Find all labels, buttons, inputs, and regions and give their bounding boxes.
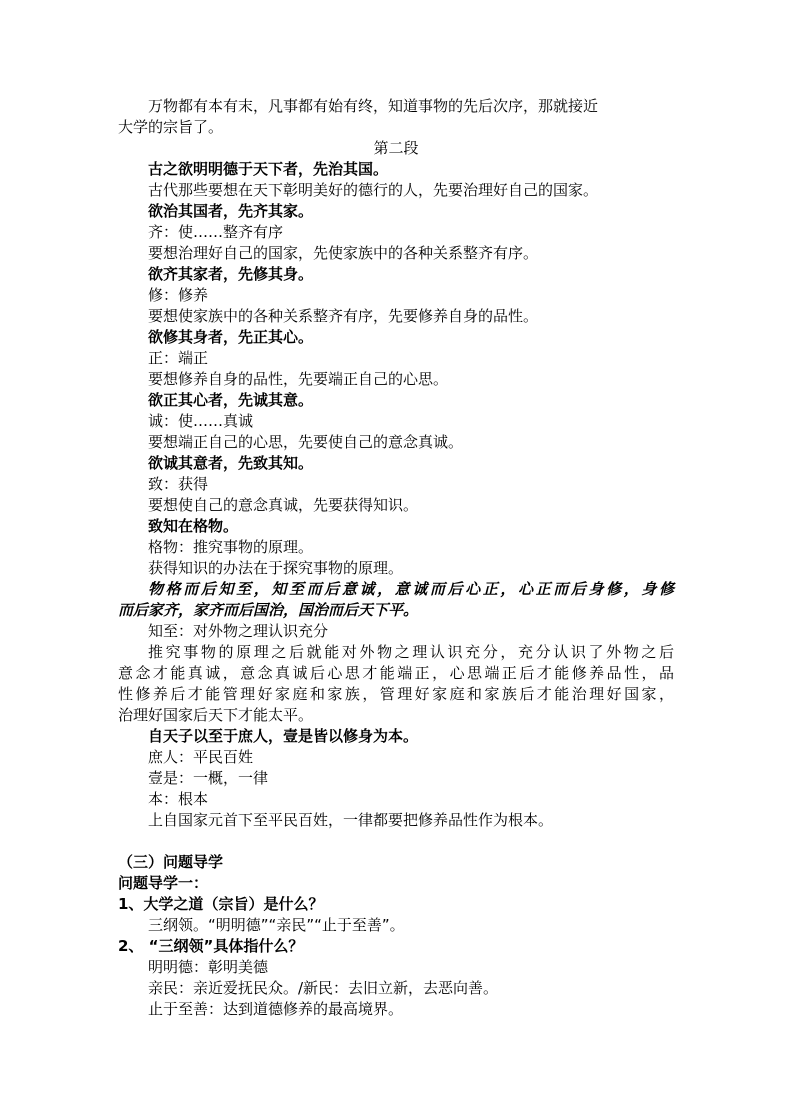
answer-text: 明明德：彰明美德 <box>148 958 269 976</box>
translation-text: 意念才能真诚，意念真诚后心思才能端正，心思端正后才能修养品性，品 <box>118 664 674 682</box>
annotation-text: 格物：推究事物的原理。 <box>148 538 314 556</box>
blank-line <box>118 831 674 852</box>
question-text: 1、大学之道（宗旨）是什么？ <box>118 895 324 913</box>
annotation-text: 齐：使……整齐有序 <box>148 223 284 241</box>
answer-text: 止于至善：达到道德修养的最高境界。 <box>148 1000 404 1018</box>
annotation-text: 诚：使……真诚 <box>148 412 254 430</box>
translation-text: 要想端正自己的心思，先要使自己的意念真诚。 <box>148 433 464 451</box>
translation-text: 性修养后才能管理好家庭和家族，管理好家庭和家族后才能治理好国家， <box>118 685 674 703</box>
annotation-text: 壹是：一概，一律 <box>148 769 269 787</box>
subsection-heading: 问题导学一： <box>118 874 209 892</box>
translation-text: 要想修养自身的品性，先要端正自己的心思。 <box>148 370 449 388</box>
original-text: 而后家齐，家齐而后国治，国治而后天下平。 <box>118 601 419 619</box>
section-title: 第二段 <box>373 139 419 157</box>
translation-text: 要想使自己的意念真诚，先要获得知识。 <box>148 496 419 514</box>
translation-text: 治理好国家后天下才能太平。 <box>118 706 314 724</box>
original-text: 物格而后知至，知至而后意诚，意诚而后心正，心正而后身修，身修 <box>148 580 674 598</box>
annotation-text: 知至：对外物之理认识充分 <box>148 622 329 640</box>
translation-text: 要想使家族中的各种关系整齐有序，先要修养自身的品性。 <box>148 307 539 325</box>
answer-text: 亲民：亲近爱抚民众。/新民：去旧立新，去恶向善。 <box>148 979 499 997</box>
annotation-text: 庶人：平民百姓 <box>148 748 254 766</box>
annotation-text: 正：端正 <box>148 349 209 367</box>
paragraph-line: 万物都有本有末，凡事都有始有终，知道事物的先后次序，那就接近 <box>148 97 599 115</box>
translation-text: 获得知识的办法在于探究事物的原理。 <box>148 559 404 577</box>
answer-text: 三纲领。“明明德”“亲民”“止于至善”。 <box>148 916 405 934</box>
original-text: 古之欲明明德于天下者，先治其国。 <box>148 160 389 178</box>
original-text: 欲诚其意者，先致其知。 <box>148 454 314 472</box>
question-text: 2、 “三纲领”具体指什么？ <box>118 937 304 955</box>
paragraph-line: 大学的宗旨了。 <box>118 118 224 136</box>
annotation-text: 本：根本 <box>148 790 209 808</box>
annotation-text: 致：获得 <box>148 475 209 493</box>
translation-text: 要想治理好自己的国家，先使家族中的各种关系整齐有序。 <box>148 244 539 262</box>
section-heading: （三）问题导学 <box>118 853 224 871</box>
original-text: 欲修其身者，先正其心。 <box>148 328 314 346</box>
translation-text: 推究事物的原理之后就能对外物之理认识充分，充分认识了外物之后 <box>148 643 674 661</box>
original-text: 欲齐其家者，先修其身。 <box>148 265 314 283</box>
document-page <box>118 96 674 1020</box>
original-text: 欲治其国者，先齐其家。 <box>148 202 314 220</box>
original-text: 自天子以至于庶人，壹是皆以修身为本。 <box>148 727 419 745</box>
annotation-text: 修：修养 <box>148 286 209 304</box>
original-text: 致知在格物。 <box>148 517 239 535</box>
translation-text: 古代那些要想在天下彰明美好的德行的人，先要治理好自己的国家。 <box>148 181 599 199</box>
translation-text: 上自国家元首下至平民百姓，一律都要把修养品性作为根本。 <box>148 811 554 829</box>
original-text: 欲正其心者，先诚其意。 <box>148 391 314 409</box>
